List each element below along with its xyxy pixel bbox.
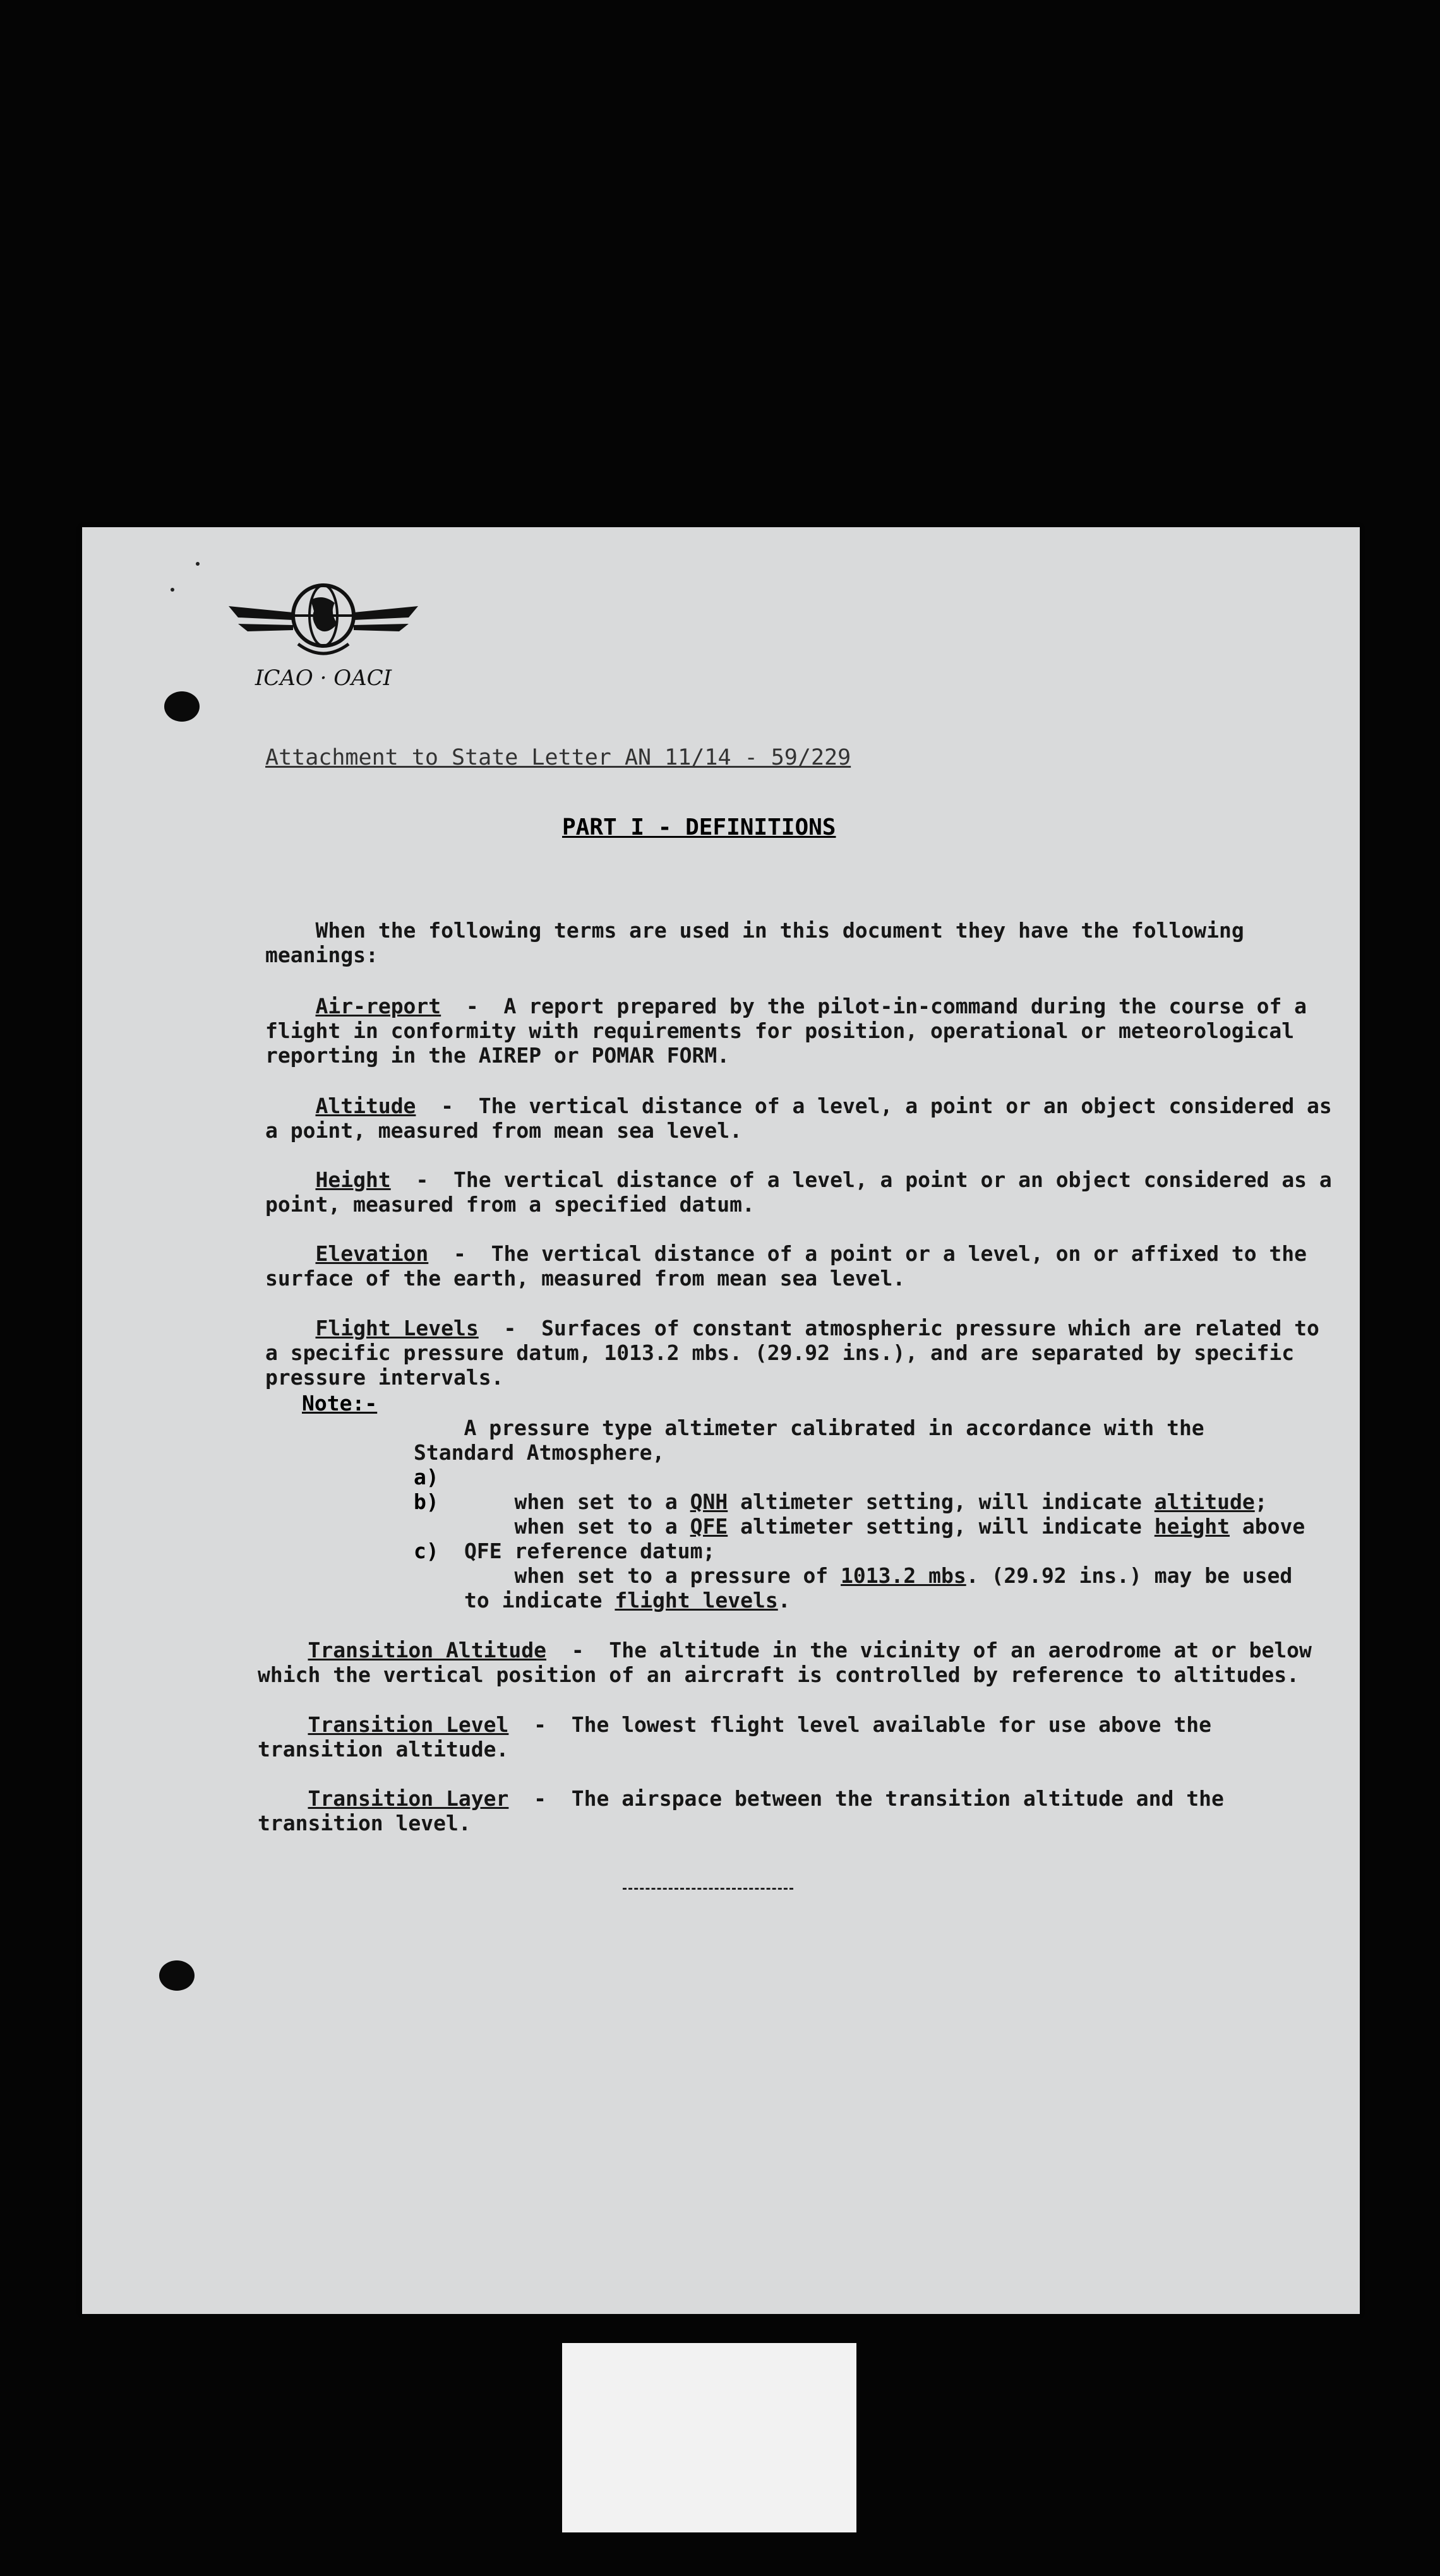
definition-altitude: Altitude - The vertical distance of a level, a point or an object considered as a point, measured from mean sea level. xyxy=(265,1094,1345,1143)
definition-transition-altitude: Transition Altitude - The altitude in the vicinity of an aerodrome at or below which the vertical position of an aircraft is controlled by reference to altitudes. xyxy=(258,1638,1324,1687)
definition-term: Air-report xyxy=(315,994,441,1018)
end-rule xyxy=(623,1888,793,1890)
definition-air-report: Air-report - A report prepared by the pilot-in-command during the course of a flight in conformity with requirements for position, operational or meteorological reporting in the AIREP or POMAR FORM. xyxy=(265,994,1319,1068)
definition-height: Height - The vertical distance of a level, a point or an object considered as a point, measured from a specified datum. xyxy=(265,1167,1345,1217)
seal-text: ICAO · OACI xyxy=(255,665,392,691)
note-label: Note:- xyxy=(302,1391,378,1416)
note-intro: A pressure type altimeter calibrated in accordance with the Standard Atmosphere, xyxy=(414,1416,1217,1465)
intro-paragraph: When the following terms are used in this document they have the following meanings: xyxy=(265,918,1257,967)
definition-term: Transition Altitude xyxy=(308,1638,546,1662)
speck xyxy=(196,562,200,566)
punch-hole-top xyxy=(164,691,200,722)
document-page xyxy=(82,527,1360,2314)
definition-term: Transition Layer xyxy=(308,1786,509,1811)
definition-term: Elevation xyxy=(315,1241,429,1266)
blank-slip xyxy=(562,2343,856,2532)
page-title: PART I - DEFINITIONS xyxy=(562,814,836,840)
definition-transition-level: Transition Level - The lowest flight level available for use above the transition altitude. xyxy=(258,1712,1224,1762)
reference-line: Attachment to State Letter AN 11/14 - 59/229 xyxy=(265,745,851,770)
definition-term: Transition Level xyxy=(308,1712,509,1737)
note-item-b: when set to a QFE altimeter setting, will indicate height above QFE reference datum; xyxy=(464,1514,1318,1563)
definition-transition-layer: Transition Layer - The airspace between the transition altitude and the transition level. xyxy=(258,1786,1237,1835)
note-item-a: when set to a QNH altimeter setting, will indicate altitude; xyxy=(514,1489,1268,1514)
definition-flight-levels: Flight Levels - Surfaces of constant atmospheric pressure which are related to a specific pressure datum, 1013.2 mbs. (29.92 ins.), and are separated by specific pressure intervals. xyxy=(265,1316,1332,1390)
note-item-c: when set to a pressure of 1013.2 mbs. (29.92 ins.) may be used to indicate flight levels. xyxy=(464,1563,1305,1613)
definition-term: Height xyxy=(315,1167,391,1192)
definition-elevation: Elevation - The vertical distance of a point or a level, on or affixed to the surface of the earth, measured from mean sea level. xyxy=(265,1241,1319,1291)
note-item-label: c) xyxy=(414,1539,439,1563)
note-item-label: a) xyxy=(414,1465,439,1489)
note-item-label: b) xyxy=(414,1489,439,1514)
punch-hole-bottom xyxy=(159,1960,195,1991)
icao-logo-icon xyxy=(222,568,424,701)
definition-term: Flight Levels xyxy=(315,1316,479,1340)
definition-term: Altitude xyxy=(315,1094,416,1118)
speck xyxy=(171,588,174,592)
